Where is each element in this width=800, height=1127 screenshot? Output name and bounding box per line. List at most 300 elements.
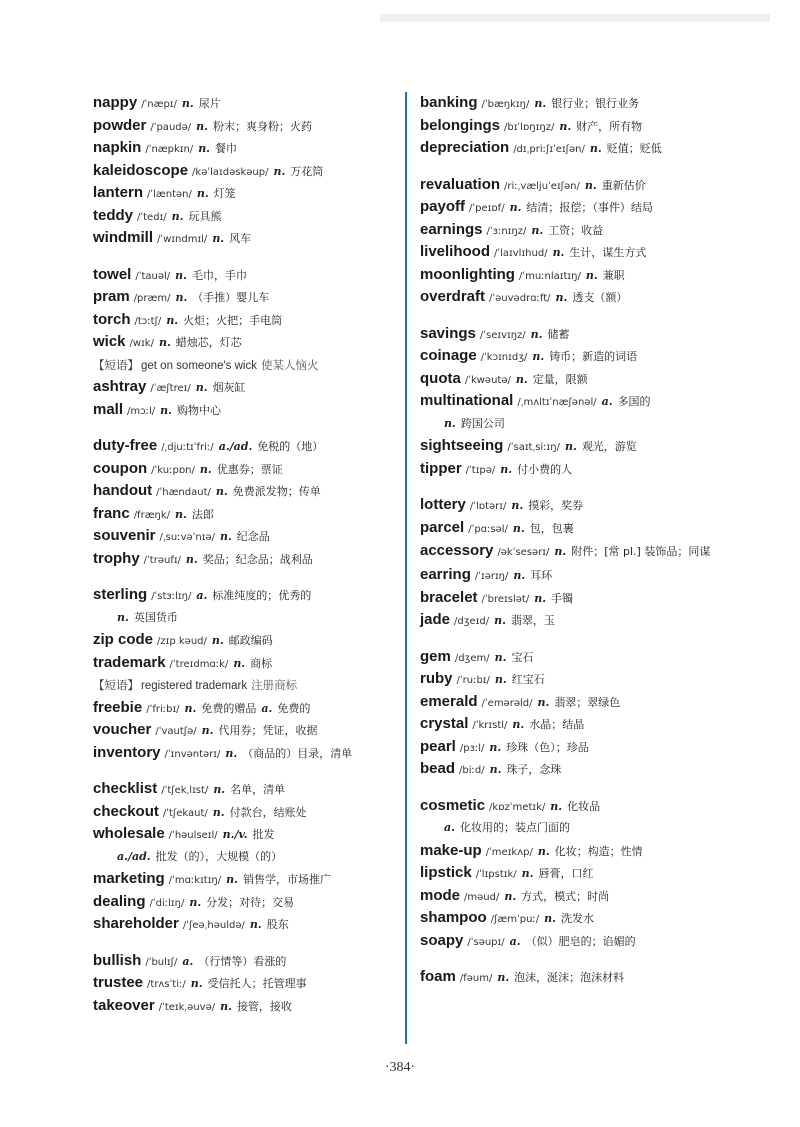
entry-checkout xyxy=(93,801,393,824)
phonetic: /ˈtauəl/ xyxy=(135,270,171,282)
headword: marketing xyxy=(93,870,165,887)
part-of-speech: n. xyxy=(585,268,598,282)
headword: belongings xyxy=(420,116,500,134)
headword: bracelet xyxy=(420,588,478,606)
headword: earnings xyxy=(420,220,483,238)
headword: multinational xyxy=(420,392,514,409)
phonetic: /ˈemərəld/ xyxy=(481,697,533,709)
headword: bead xyxy=(420,760,456,777)
headword: handout xyxy=(93,482,153,499)
meaning: 餐巾 xyxy=(215,142,238,155)
meaning: 珍珠（色）；珍品 xyxy=(506,740,589,754)
headword: gem xyxy=(420,647,451,665)
meaning: （似）肥皂的；谄媚的 xyxy=(525,934,636,948)
part-of-speech: n./v. xyxy=(222,828,248,841)
part-of-speech: n. xyxy=(249,918,262,931)
entry-sterling xyxy=(93,584,393,607)
phonetic: /ˈpɑːsəl/ xyxy=(468,523,508,535)
section-gap xyxy=(420,781,745,795)
phonetic: /ˈsəupɪ/ xyxy=(467,936,505,948)
entry-kaleidoscope xyxy=(93,160,393,183)
headword: revaluation xyxy=(420,175,501,193)
phonetic: /ˈstɜːlɪŋ/ xyxy=(151,591,192,602)
headword: overdraft xyxy=(420,288,486,305)
phonetic: /ˈæʃtreɪ/ xyxy=(150,383,191,394)
part-of-speech: n. xyxy=(534,97,547,110)
entry-belongings xyxy=(420,115,745,138)
headword: pearl xyxy=(420,737,456,755)
meaning: 观光，游览 xyxy=(581,440,637,453)
part-of-speech: n. xyxy=(564,440,577,453)
meaning: （商品的）目录，清单 xyxy=(242,746,353,760)
phonetic: /ˈtrəufɪ/ xyxy=(143,554,181,566)
part-of-speech: n. xyxy=(219,530,232,543)
part-of-speech: n. xyxy=(532,350,545,363)
meaning: 名单，清单 xyxy=(230,783,286,796)
part-of-speech: n. xyxy=(511,499,524,512)
meaning: 财产，所有物 xyxy=(576,119,643,133)
phonetic: /ˈwɪndmɪl/ xyxy=(157,234,208,245)
entry-checklist xyxy=(93,778,393,801)
headword: souvenir xyxy=(93,527,156,544)
part-of-speech: n. xyxy=(175,507,187,521)
page-number: ·384· xyxy=(384,1060,416,1075)
meaning: 标准纯度的；优秀的 xyxy=(212,589,312,602)
section-gap xyxy=(93,936,393,950)
column-divider xyxy=(405,92,407,1044)
meaning: 批发 xyxy=(252,828,275,841)
section-gap xyxy=(420,952,745,966)
part-of-speech: n. xyxy=(521,867,534,880)
meaning: 红宝石 xyxy=(511,673,545,686)
entry-powder xyxy=(93,115,393,138)
entry-pearl xyxy=(420,736,745,759)
meaning: 商标 xyxy=(250,656,273,670)
meaning: 重新估价 xyxy=(601,178,646,192)
phonetic: /ˈmɑːkɪtɪŋ/ xyxy=(168,875,222,886)
entry-marketing xyxy=(93,868,393,891)
headword: duty-free xyxy=(93,437,158,454)
phonetic: /ˈɪərɪŋ/ xyxy=(474,571,509,582)
phonetic: /ˈhəulseɪl/ xyxy=(168,830,218,841)
section-gap xyxy=(420,160,745,174)
meaning: 翡翠，玉 xyxy=(510,614,555,627)
headword: trophy xyxy=(93,549,140,567)
part-of-speech: n. xyxy=(158,336,171,349)
headword: coinage xyxy=(420,347,477,364)
meaning: 泡沫，涎沫；泡沫材料 xyxy=(514,971,625,984)
phonetic: /riːˌvæljuˈeɪʃən/ xyxy=(504,180,580,192)
entry-freebie xyxy=(93,697,393,720)
entry-gem xyxy=(420,646,745,669)
phonetic: /ˈhændaut/ xyxy=(156,487,211,498)
meaning: 纪念品 xyxy=(236,530,270,543)
headword: teddy xyxy=(93,206,134,224)
meaning: 方式，模式；时尚 xyxy=(521,889,610,903)
headword: windmill xyxy=(93,229,153,246)
entry-earring xyxy=(420,564,745,587)
entry-continuation xyxy=(93,846,393,869)
entry-mall xyxy=(93,399,393,422)
entry-revaluation xyxy=(420,174,745,197)
headword: napkin xyxy=(93,139,142,156)
entry-souvenir xyxy=(93,525,393,548)
part-of-speech: n. xyxy=(195,381,208,394)
phonetic: /ˈnæpɪ/ xyxy=(141,99,177,110)
headword: savings xyxy=(420,324,476,342)
entry-banking xyxy=(420,92,745,115)
phonetic: /dɪˌpriːʃɪˈeɪʃən/ xyxy=(513,144,585,155)
part-of-speech: n. xyxy=(552,246,565,259)
headword: shareholder xyxy=(93,915,179,932)
headword: emerald xyxy=(420,692,478,710)
phonetic: /ˈpaudə/ xyxy=(150,121,192,133)
headword: earring xyxy=(420,566,471,583)
entry-nappy xyxy=(93,92,393,115)
part-of-speech: n. xyxy=(494,673,507,686)
left-column xyxy=(93,92,393,1017)
phonetic: /ˈvautʃə/ xyxy=(155,726,197,737)
section-gap xyxy=(420,480,745,494)
entry-quota xyxy=(420,368,745,391)
phonetic: /ˌdjuːtɪˈfriː/ xyxy=(161,442,214,453)
meaning: 耳环 xyxy=(530,569,553,582)
part-of-speech: n. xyxy=(494,614,506,627)
phonetic: /ˈbreɪslət/ xyxy=(481,593,530,605)
headword: towel xyxy=(93,265,132,283)
part-of-speech: n. xyxy=(504,889,517,903)
phonetic: /mɔːl/ xyxy=(127,405,156,417)
meaning: 贬值；贬低 xyxy=(606,142,662,155)
phonetic: /ˈbulɪʃ/ xyxy=(145,956,178,968)
part-of-speech: n. xyxy=(544,912,556,925)
phonetic: /ˈkɔɪnɪdʒ/ xyxy=(480,352,528,363)
headword: livelihood xyxy=(420,243,491,260)
phonetic: /ˈlɒtərɪ/ xyxy=(469,501,507,512)
meaning: 股东 xyxy=(266,918,289,931)
phonetic: /ˌmʌltɪˈnæʃənəl/ xyxy=(517,397,597,408)
entry-torch xyxy=(93,309,393,332)
entry-continuation xyxy=(420,413,745,436)
headword: freebie xyxy=(93,698,143,716)
meaning: 免税的（地） xyxy=(257,440,324,453)
headword: quota xyxy=(420,369,461,387)
phonetic: /ˈtʃekˌlɪst/ xyxy=(161,785,209,796)
entry-continuation xyxy=(420,817,745,840)
headword: depreciation xyxy=(420,139,510,156)
phonetic: /məud/ xyxy=(464,891,500,903)
entry-handout xyxy=(93,480,393,503)
phonetic: /kɒzˈmetɪk/ xyxy=(489,801,546,813)
entry-soapy xyxy=(420,930,745,953)
headword: ruby xyxy=(420,670,453,687)
meaning: 购物中心 xyxy=(176,403,221,417)
part-of-speech: n. xyxy=(117,610,129,624)
meaning: 玩具熊 xyxy=(188,209,222,223)
meaning: 透支（额） xyxy=(572,291,628,304)
part-of-speech: n. xyxy=(185,552,198,566)
part-of-speech: n. xyxy=(196,187,209,200)
headword: sightseeing xyxy=(420,437,504,454)
entry-teddy xyxy=(93,205,393,228)
phonetic: /ˈbæŋkɪŋ/ xyxy=(481,99,530,110)
part-of-speech: n. xyxy=(171,209,184,223)
meaning: 粉末；爽身粉；火药 xyxy=(212,119,312,133)
phonetic: /ˈkwəutə/ xyxy=(464,374,511,386)
headword: wholesale xyxy=(93,825,165,842)
headword: crystal xyxy=(420,715,469,732)
part-of-speech: n. xyxy=(160,403,172,417)
meaning: 毛巾，手巾 xyxy=(191,268,247,282)
meaning: 灯笼 xyxy=(213,187,236,200)
entry-bracelet xyxy=(420,587,745,610)
part-of-speech: a. xyxy=(196,589,208,602)
entry-bullish xyxy=(93,950,393,973)
headword: jade xyxy=(420,611,451,628)
meaning: 珠子，念珠 xyxy=(506,763,562,776)
entry-jade xyxy=(420,609,745,632)
part-of-speech: a. xyxy=(444,821,455,834)
entry-continuation xyxy=(93,607,393,630)
meaning: 洗发水 xyxy=(560,912,594,925)
phonetic: /ˈruːbɪ/ xyxy=(456,675,490,686)
meaning: （行情等）看涨的 xyxy=(198,954,287,968)
meaning: 化妆用的；装点门面的 xyxy=(459,821,570,834)
meaning: 储蓄 xyxy=(547,327,570,341)
entry-towel xyxy=(93,264,393,287)
part-of-speech: n. xyxy=(215,485,228,498)
entry-mode xyxy=(420,885,745,908)
headword: checklist xyxy=(93,780,158,797)
headword: powder xyxy=(93,116,147,134)
headword: cosmetic xyxy=(420,796,486,814)
entry-lipstick xyxy=(420,862,745,885)
entry-crystal xyxy=(420,713,745,736)
headword: parcel xyxy=(420,518,465,536)
entry-windmill xyxy=(93,227,393,250)
entry-ruby xyxy=(420,668,745,691)
phonetic: /ˈmuːnlaɪtɪŋ/ xyxy=(518,270,581,282)
entry-voucher xyxy=(93,719,393,742)
phrase-label: 【短语】 xyxy=(93,357,139,372)
meaning: 包，包裹 xyxy=(529,521,574,535)
meaning: 批发（的），大规模（的） xyxy=(155,849,283,863)
part-of-speech: n. xyxy=(554,545,567,558)
headword: ashtray xyxy=(93,378,147,395)
entry-bead xyxy=(420,758,745,781)
meaning: 银行业；银行业务 xyxy=(551,97,640,110)
meaning: 风车 xyxy=(229,232,252,245)
headword: zip code xyxy=(93,631,154,648)
phonetic: /ˈtedɪ/ xyxy=(137,211,167,223)
headword: takeover xyxy=(93,996,155,1014)
part-of-speech: n. xyxy=(515,372,528,386)
entry-wick xyxy=(93,331,393,354)
entry-make-up xyxy=(420,840,745,863)
headword: bullish xyxy=(93,951,142,969)
phonetic: /əkˈsesərɪ/ xyxy=(497,547,550,558)
part-of-speech: n. xyxy=(537,844,550,858)
meaning: 兼职 xyxy=(602,268,625,282)
entry-depreciation xyxy=(420,137,745,160)
meaning: 英国货币 xyxy=(133,610,178,624)
entry-parcel xyxy=(420,517,745,540)
phonetic: /ˈəuvədrɑːft/ xyxy=(489,293,551,304)
phonetic: /ˈtreɪdmɑːk/ xyxy=(169,658,229,670)
meaning: 分发；对待；交易 xyxy=(206,895,295,909)
meaning: 结清；报偿；（事件）结局 xyxy=(526,201,653,214)
part-of-speech: n. xyxy=(444,416,456,430)
entry-franc xyxy=(93,503,393,526)
phonetic: /ˈfriːbɪ/ xyxy=(146,703,180,715)
phonetic: /ˈteɪkˌəuvə/ xyxy=(158,1001,216,1013)
part-of-speech: n. xyxy=(537,695,550,709)
entry-lantern xyxy=(93,182,393,205)
entry-tipper xyxy=(420,458,745,481)
meaning: 化妆品 xyxy=(567,799,601,813)
part-of-speech: n. xyxy=(189,895,202,909)
entry-sightseeing xyxy=(420,435,745,458)
meaning: 火炬；火把；手电筒 xyxy=(183,313,283,327)
part-of-speech: n. xyxy=(175,268,187,282)
part-of-speech: n. xyxy=(589,142,602,155)
entry-emerald xyxy=(420,691,745,714)
headword: lottery xyxy=(420,496,466,513)
phonetic: /ʃæmˈpuː/ xyxy=(490,914,540,925)
phonetic: /ˈdiːlɪŋ/ xyxy=(149,897,185,909)
meaning: 免费的赠品 xyxy=(201,701,257,715)
meaning: 接管，接收 xyxy=(236,999,292,1013)
headword: trademark xyxy=(93,653,166,671)
entry-foam xyxy=(420,966,745,989)
phonetic: /ˈkrɪstl/ xyxy=(472,720,508,731)
meaning: 唇膏，口红 xyxy=(538,867,594,880)
phonetic: /ˈtʃekaut/ xyxy=(162,807,208,819)
entry-duty-free xyxy=(93,435,393,458)
headword: trustee xyxy=(93,974,144,991)
phonetic: /præm/ xyxy=(133,293,171,304)
entry-coupon xyxy=(93,458,393,481)
phrase-meaning: 注册商标 xyxy=(251,678,298,692)
headword: shampoo xyxy=(420,909,487,926)
phrase-line xyxy=(93,674,393,697)
part-of-speech: n. xyxy=(530,327,543,341)
part-of-speech: a./ad. xyxy=(117,849,151,863)
entry-pram xyxy=(93,286,393,309)
phonetic: /ˈpeɪɒf/ xyxy=(469,203,505,214)
meaning: 万花筒 xyxy=(290,164,324,178)
phonetic: /wɪk/ xyxy=(129,338,154,349)
headword: banking xyxy=(420,94,478,111)
section-gap xyxy=(420,309,745,323)
entry-earnings xyxy=(420,219,745,242)
headword: accessory xyxy=(420,542,494,559)
phrase-line xyxy=(93,354,393,377)
phonetic: /ˌsuːvəˈnɪə/ xyxy=(159,532,215,543)
part-of-speech: n. xyxy=(559,119,572,133)
part-of-speech: n. xyxy=(190,977,203,990)
meaning: 受信托人；托管理事 xyxy=(207,977,307,990)
headword: mall xyxy=(93,400,124,418)
part-of-speech: n. xyxy=(273,164,286,178)
phonetic: /ˈseɪvɪŋz/ xyxy=(479,329,526,341)
part-of-speech: n. xyxy=(184,701,197,715)
meaning: 宝石 xyxy=(511,650,534,664)
entry-shampoo xyxy=(420,907,745,930)
phonetic: /ˈɜːnɪŋz/ xyxy=(486,225,527,237)
meaning: 优惠券；票证 xyxy=(216,462,283,476)
meaning: 蜡烛芯，灯芯 xyxy=(175,336,242,349)
part-of-speech: n. xyxy=(512,521,525,535)
headword: franc xyxy=(93,504,130,522)
part-of-speech: n. xyxy=(509,201,522,214)
entry-savings xyxy=(420,323,745,346)
part-of-speech: n. xyxy=(196,119,208,133)
part-of-speech: n. xyxy=(500,462,513,476)
phonetic: /ˈʃeəˌhəuldə/ xyxy=(182,920,245,931)
part-of-speech: n. xyxy=(233,656,246,670)
phrase-text: get on someone's wick xyxy=(141,359,257,372)
entry-takeover xyxy=(93,995,393,1018)
entry-inventory xyxy=(93,742,393,765)
headword: tipper xyxy=(420,459,462,477)
entry-zip-code xyxy=(93,629,393,652)
entry-accessory xyxy=(420,539,745,564)
right-column xyxy=(420,92,745,989)
headword: wick xyxy=(93,333,126,350)
headword: lantern xyxy=(93,184,144,201)
entry-trademark xyxy=(93,652,393,675)
entry-trustee xyxy=(93,972,393,995)
entry-wholesale xyxy=(93,823,393,846)
meaning: 生计，谋生方式 xyxy=(569,246,647,259)
part-of-speech: n. xyxy=(489,740,502,754)
section-gap xyxy=(93,764,393,778)
entry-shareholder xyxy=(93,913,393,936)
entry-multinational xyxy=(420,390,745,413)
part-of-speech: n. xyxy=(199,462,212,476)
part-of-speech: n. xyxy=(550,799,563,813)
meaning: 跨国公司 xyxy=(460,416,505,430)
phonetic: /pɜːl/ xyxy=(459,742,485,754)
meaning: （手推）婴儿车 xyxy=(192,291,270,304)
section-gap xyxy=(420,632,745,646)
meaning: 付小费的人 xyxy=(517,462,573,476)
part-of-speech: n. xyxy=(198,142,211,155)
entry-lottery xyxy=(420,494,745,517)
phonetic: /ˈtɪpə/ xyxy=(465,464,496,476)
headword: voucher xyxy=(93,721,152,738)
part-of-speech: n. xyxy=(226,873,238,886)
meaning: 付款台，结账处 xyxy=(229,805,307,819)
phonetic: /bɪˈlɒŋɪŋz/ xyxy=(504,121,555,133)
part-of-speech-2: a. xyxy=(261,701,273,715)
entry-coinage xyxy=(420,345,745,368)
headword: pram xyxy=(93,288,130,305)
entry-ashtray xyxy=(93,376,393,399)
phonetic: /tɔːtʃ/ xyxy=(134,315,162,327)
phonetic: /dʒem/ xyxy=(454,652,490,664)
section-gap xyxy=(93,570,393,584)
meaning: 附件；[常 pl.] 装饰品；同谋 xyxy=(571,545,711,558)
entry-dealing xyxy=(93,891,393,914)
meaning: 工资；收益 xyxy=(548,223,604,237)
section-gap xyxy=(93,250,393,264)
meaning: 邮政编码 xyxy=(228,634,273,647)
part-of-speech: n. xyxy=(534,591,547,605)
entry-napkin xyxy=(93,137,393,160)
phonetic: /zɪp kəud/ xyxy=(157,636,207,647)
